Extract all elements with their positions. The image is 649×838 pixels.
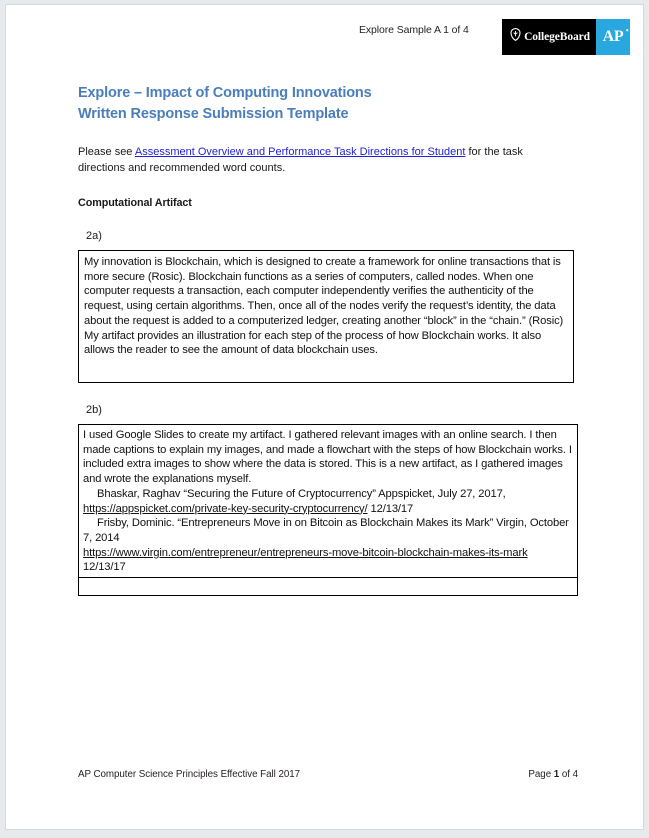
ap-logo-block — [596, 19, 630, 55]
citation-1-accessed: 12/13/17 — [367, 502, 414, 515]
document-header — [6, 19, 644, 63]
instruction-text-before: Please see — [78, 146, 135, 158]
instruction-paragraph — [78, 145, 558, 176]
collegeboard-ap-logo — [502, 19, 630, 55]
footer-course-label: AP Computer Science Principles Effective Fall 2017 — [78, 769, 301, 780]
assessment-overview-link[interactable]: Assessment Overview and Performance Task Directions for Student — [134, 146, 466, 158]
response-2b-content — [79, 425, 577, 577]
response-box-2b[interactable] — [78, 424, 578, 596]
section-heading-computational-artifact: Computational Artifact — [78, 197, 192, 209]
page-title-line-2: Written Response Submission Template — [78, 106, 349, 122]
citation-2 — [83, 516, 572, 575]
citation-1-text: Bhaskar, Raghav “Securing the Future of Cryptocurrency” Appspicket, July 27, 2017, — [97, 487, 506, 500]
citation-1 — [83, 487, 572, 516]
collegeboard-logo-block — [502, 19, 596, 55]
response-box-2b-empty-row[interactable] — [79, 577, 577, 595]
citation-2-url[interactable]: https://www.virgin.com/entrepreneur/entrepreneurs-move-bitcoin-blockchain-makes-its-mark — [83, 546, 528, 559]
citation-2-text: Frisby, Dominic. “Entrepreneurs Move in on Bitcoin as Blockchain Makes its Mark” Virgin, October 7, 2014 — [83, 517, 569, 544]
response-2a-paragraph-2: My artifact provides an illustration for each step of the process of how Blockchain works. It also allows the reader to see the amount of data blockchain uses. — [84, 329, 542, 357]
response-2b-paragraph-1: I used Google Slides to create my artifact. I gathered relevant images with an online search. I then made captions to explain my images, and made a flowchart with the steps of how Blockchain works. I included extra images to show where the data is stored. This is a new artifact, as I gathered images and wrote the explanations myself. — [83, 429, 572, 486]
footer-page-prefix: Page — [528, 769, 554, 780]
document-page — [5, 4, 644, 830]
acorn-icon — [510, 28, 521, 46]
response-2a-paragraph-1: My innovation is Blockchain, which is designed to create a framework for online transactions that is more secure (Rosic). Blockchain functions as a series of computers, called nodes. When one computer requests a transaction, each computer independently verifies the authenticity of the request, using certain algorithms. Then, once all of the nodes verify the request’s identity, the data about the request is added to a computerized ledger, creating another “block” in the “chain.” (Rosic) — [84, 256, 564, 327]
prompt-label-2b: 2b) — [86, 404, 102, 416]
instruction-text-after: for the task directions and recommended word counts. — [78, 146, 523, 174]
citation-2-accessed: 12/13/17 — [83, 561, 126, 574]
footer-page-suffix: of 4 — [559, 769, 578, 780]
prompt-label-2a: 2a) — [86, 230, 102, 242]
citation-1-url[interactable]: https://appspicket.com/private-key-security-cryptocurrency/ — [83, 502, 368, 515]
page-title-line-1: Explore – Impact of Computing Innovations — [78, 85, 372, 101]
document-body — [78, 83, 578, 596]
ap-wordmark — [602, 26, 629, 46]
document-footer — [78, 769, 578, 780]
footer-page-number — [528, 769, 578, 780]
sample-identifier-label: Explore Sample A 1 of 4 — [359, 24, 469, 36]
registered-mark-icon: • — [625, 26, 629, 35]
response-box-2a[interactable] — [78, 250, 574, 383]
ap-wordmark-text: AP — [602, 28, 624, 45]
footer-page-current: 1 — [553, 769, 560, 780]
collegeboard-wordmark: CollegeBoard — [524, 31, 590, 43]
